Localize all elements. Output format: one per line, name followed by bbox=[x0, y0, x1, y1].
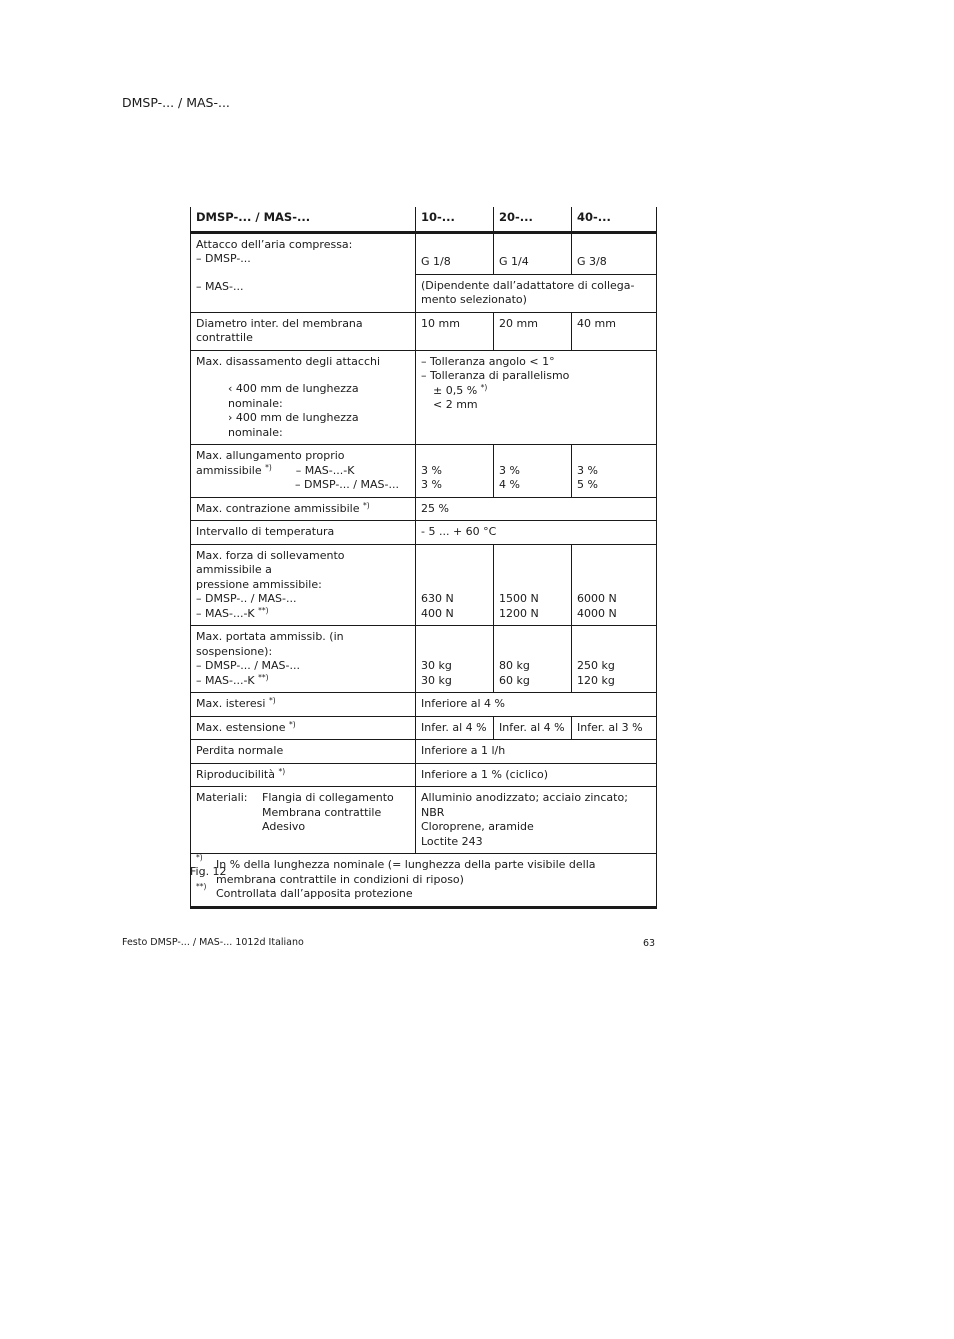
row-label-forza: Max. forza di sollevamento ammissibile a pressione ammissibile: – DMSP-.. / MAS-... – MAS-...-K **) bbox=[191, 544, 416, 626]
row-label-portata: Max. portata ammissib. (in sospensione): – DMSP-... / MAS-... – MAS-...-K **) bbox=[191, 626, 416, 693]
table-row bbox=[191, 693, 657, 717]
cell-portata-40: 250 kg 120 kg bbox=[572, 626, 657, 693]
table-row bbox=[191, 626, 657, 693]
table-row bbox=[191, 445, 657, 498]
cell-estensione-40: Infer. al 3 % bbox=[572, 716, 657, 740]
table-header-row bbox=[191, 207, 657, 232]
cell-attacco-mas: (Dipendente dall’adattatore di collega-mento selezionato) bbox=[416, 274, 657, 312]
cell-forza-10: 630 N 400 N bbox=[416, 544, 494, 626]
row-label-attacco: Attacco dell’aria compressa: – DMSP-... – MAS-... bbox=[191, 232, 416, 312]
table-row bbox=[191, 763, 657, 787]
row-label-isteresi: Max. isteresi *) bbox=[191, 693, 416, 717]
cell-riproducibilita: Inferiore a 1 % (ciclico) bbox=[416, 763, 657, 787]
table-row bbox=[191, 716, 657, 740]
table-footnotes bbox=[191, 854, 657, 908]
cell-forza-20: 1500 N 1200 N bbox=[494, 544, 572, 626]
table-row bbox=[191, 232, 657, 274]
figure-caption: Fig. 12 bbox=[190, 865, 227, 878]
row-label-contrazione: Max. contrazione ammissibile *) bbox=[191, 497, 416, 521]
specs-table bbox=[190, 207, 657, 909]
row-label-temperatura: Intervallo di temperatura bbox=[191, 521, 416, 545]
header-cell-20: 20-... bbox=[494, 207, 572, 232]
table-row bbox=[191, 740, 657, 764]
footnote-1: *) In % della lunghezza nominale (= lunghezza della parte visibile della membrana contrattile in condizioni di riposo) bbox=[196, 853, 596, 886]
header-cell-model: DMSP-... / MAS-... bbox=[191, 207, 416, 232]
cell-materiali: Alluminio anodizzato; acciaio zincato; NBR Cloroprene, aramide Loctite 243 bbox=[416, 787, 657, 854]
cell-allungamento-10: 3 % 3 % bbox=[416, 445, 494, 498]
cell-attacco-40: G 3/8 bbox=[572, 232, 657, 274]
row-label-materiali: Materiali: Flangia di collegamento Membrana contrattile Adesivo bbox=[191, 787, 416, 854]
cell-attacco-20: G 1/4 bbox=[494, 232, 572, 274]
table-row bbox=[191, 787, 657, 854]
cell-estensione-20: Infer. al 4 % bbox=[494, 716, 572, 740]
page-header: DMSP-... / MAS-... bbox=[122, 95, 230, 110]
cell-diametro-10: 10 mm bbox=[416, 312, 494, 350]
table-row bbox=[191, 497, 657, 521]
cell-disassamento: – Tolleranza angolo < 1° – Tolleranza di parallelismo ± 0,5 % *) < 2 mm bbox=[416, 350, 657, 445]
row-label-riproducibilita: Riproducibilità *) bbox=[191, 763, 416, 787]
cell-perdita: Inferiore a 1 l/h bbox=[416, 740, 657, 764]
row-label-perdita: Perdita normale bbox=[191, 740, 416, 764]
cell-diametro-40: 40 mm bbox=[572, 312, 657, 350]
cell-temperatura: - 5 ... + 60 °C bbox=[416, 521, 657, 545]
cell-isteresi: Inferiore al 4 % bbox=[416, 693, 657, 717]
table-row bbox=[191, 854, 657, 908]
cell-allungamento-40: 3 % 5 % bbox=[572, 445, 657, 498]
table-row bbox=[191, 521, 657, 545]
row-label-disassamento: Max. disassamento degli attacchi ‹ 400 mm de lunghezza nominale: › 400 mm de lunghezza nominale: bbox=[191, 350, 416, 445]
row-label-diametro: Diametro inter. del membrana contrattile bbox=[191, 312, 416, 350]
cell-estensione-10: Infer. al 4 % bbox=[416, 716, 494, 740]
cell-forza-40: 6000 N 4000 N bbox=[572, 544, 657, 626]
cell-contrazione: 25 % bbox=[416, 497, 657, 521]
cell-diametro-20: 20 mm bbox=[494, 312, 572, 350]
footer-page-number: 63 bbox=[643, 938, 656, 949]
table-row bbox=[191, 312, 657, 350]
cell-allungamento-20: 3 % 4 % bbox=[494, 445, 572, 498]
table-row bbox=[191, 544, 657, 626]
row-label-allungamento: Max. allungamento proprio ammissibile *) – MAS-...-K – DMSP-... / MAS-... bbox=[191, 445, 416, 498]
footer-doc-title: Festo DMSP-... / MAS-... 1012d Italiano bbox=[122, 937, 304, 948]
cell-attacco-10: G 1/8 bbox=[416, 232, 494, 274]
header-cell-10: 10-... bbox=[416, 207, 494, 232]
header-cell-40: 40-... bbox=[572, 207, 657, 232]
table-row bbox=[191, 350, 657, 445]
footnote-2: **) Controllata dall’apposita protezione bbox=[196, 882, 413, 900]
cell-portata-10: 30 kg 30 kg bbox=[416, 626, 494, 693]
row-label-estensione: Max. estensione *) bbox=[191, 716, 416, 740]
cell-portata-20: 80 kg 60 kg bbox=[494, 626, 572, 693]
